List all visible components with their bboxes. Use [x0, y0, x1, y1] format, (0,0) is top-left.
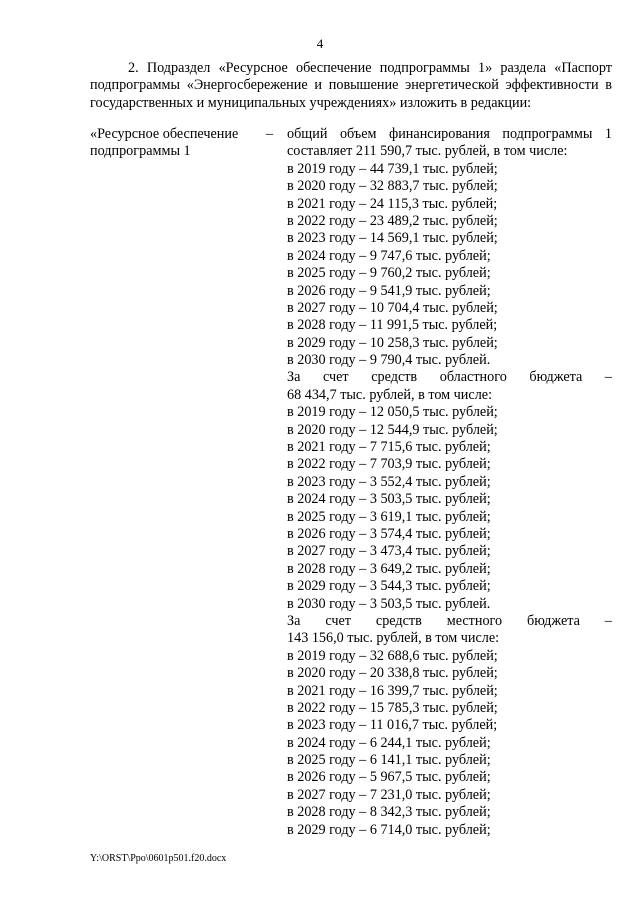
regional-heading	[287, 369, 612, 386]
funding-details	[287, 126, 612, 839]
regional-heading-word: За	[287, 369, 301, 386]
local-heading	[287, 613, 612, 630]
total-year-2030: в 2030 году – 9 790,4 тыс. рублей.	[287, 352, 491, 369]
page-number: 4	[316, 36, 324, 51]
total-year-list	[287, 161, 612, 370]
regional-year-2025: в 2025 году – 3 619,1 тыс. рублей;	[287, 508, 491, 525]
local-year-2023: в 2023 году – 11 016,7 тыс. рублей;	[287, 717, 498, 734]
regional-year-2024: в 2024 году – 3 503,5 тыс. рублей;	[287, 491, 491, 508]
regional-year-2030: в 2030 году – 3 503,5 тыс. рублей.	[287, 595, 491, 612]
regional-heading-word: средств	[371, 369, 418, 386]
total-year-2027: в 2027 году – 10 704,4 тыс. рублей;	[287, 299, 498, 316]
local-year-2029: в 2029 году – 6 714,0 тыс. рублей;	[287, 821, 491, 838]
regional-year-2021: в 2021 году – 7 715,6 тыс. рублей;	[287, 439, 491, 456]
file-path-footer: Y:\ORST\Ppo\0601p501.f20.docx	[90, 853, 227, 864]
local-heading-word: За	[287, 612, 301, 629]
local-year-2026: в 2026 году – 5 967,5 тыс. рублей;	[287, 769, 491, 786]
local-year-2019: в 2019 году – 32 688,6 тыс. рублей;	[287, 647, 498, 664]
regional-year-2029: в 2029 году – 3 544,3 тыс. рублей;	[287, 578, 491, 595]
regional-year-2022: в 2022 году – 7 703,9 тыс. рублей;	[287, 456, 491, 473]
local-year-2025: в 2025 году – 6 141,1 тыс. рублей;	[287, 752, 491, 769]
local-year-2027: в 2027 году – 7 231,0 тыс. рублей;	[287, 786, 491, 803]
regional-year-2023: в 2023 году – 3 552,4 тыс. рублей;	[287, 473, 491, 490]
regional-year-2020: в 2020 году – 12 544,9 тыс. рублей;	[287, 421, 498, 438]
regional-heading-word: областного	[439, 369, 507, 386]
local-heading-word: бюджета	[527, 612, 580, 629]
total-sum-line: составляет 211 590,7 тыс. рублей, в том числе:	[287, 143, 568, 160]
local-year-2024: в 2024 году – 6 244,1 тыс. рублей;	[287, 734, 491, 751]
local-heading-word: средств	[375, 612, 422, 629]
total-year-2028: в 2028 году – 11 991,5 тыс. рублей;	[287, 317, 498, 334]
regional-year-list	[287, 404, 612, 613]
local-heading-word: счет	[325, 612, 351, 629]
regional-year-2026: в 2026 году – 3 574,4 тыс. рублей;	[287, 525, 491, 542]
resource-label: «Ресурсное обеспечение подпрограммы 1	[90, 126, 239, 160]
intro-paragraph: 2. Подраздел «Ресурсное обеспечение подпрограммы 1» раздела «Паспорт подпрограммы «Энергосбережение и повышение энергетической эффективности в государственных и муниципальных учреждениях» изложить в редакции:	[90, 60, 612, 111]
local-heading-word: местного	[446, 612, 503, 629]
total-heading: общий объем финансирования подпрограммы 1	[287, 126, 612, 142]
local-year-2028: в 2028 году – 8 342,3 тыс. рублей;	[287, 804, 491, 821]
local-heading-word: –	[604, 612, 612, 629]
regional-year-2019: в 2019 году – 12 050,5 тыс. рублей;	[287, 404, 498, 421]
total-year-2019: в 2019 году – 44 739,1 тыс. рублей;	[287, 160, 498, 177]
regional-sum-line: 68 434,7 тыс. рублей, в том числе:	[287, 386, 493, 403]
total-year-2026: в 2026 году – 9 541,9 тыс. рублей;	[287, 282, 491, 299]
total-year-2024: в 2024 году – 9 747,6 тыс. рублей;	[287, 247, 491, 264]
regional-heading-word: счет	[322, 369, 349, 386]
total-year-2029: в 2029 году – 10 258,3 тыс. рублей;	[287, 334, 498, 351]
total-year-2025: в 2025 году – 9 760,2 тыс. рублей;	[287, 265, 491, 282]
total-year-2020: в 2020 году – 32 883,7 тыс. рублей;	[287, 178, 498, 195]
regional-heading-word: –	[604, 369, 612, 386]
total-year-2022: в 2022 году – 23 489,2 тыс. рублей;	[287, 212, 498, 229]
total-year-2023: в 2023 году – 14 569,1 тыс. рублей;	[287, 230, 498, 247]
total-heading-line	[287, 126, 612, 143]
local-year-2022: в 2022 году – 15 785,3 тыс. рублей;	[287, 699, 498, 716]
local-sum-line: 143 156,0 тыс. рублей, в том числе:	[287, 630, 500, 647]
regional-year-2028: в 2028 году – 3 649,2 тыс. рублей;	[287, 560, 491, 577]
total-year-2021: в 2021 году – 24 115,3 тыс. рублей;	[287, 195, 498, 212]
regional-year-2027: в 2027 году – 3 473,4 тыс. рублей;	[287, 543, 491, 560]
local-year-2020: в 2020 году – 20 338,8 тыс. рублей;	[287, 665, 498, 682]
local-year-list	[287, 648, 612, 839]
row-dash: –	[266, 126, 274, 142]
regional-heading-word: бюджета	[529, 369, 583, 386]
local-year-2021: в 2021 году – 16 399,7 тыс. рублей;	[287, 682, 498, 699]
